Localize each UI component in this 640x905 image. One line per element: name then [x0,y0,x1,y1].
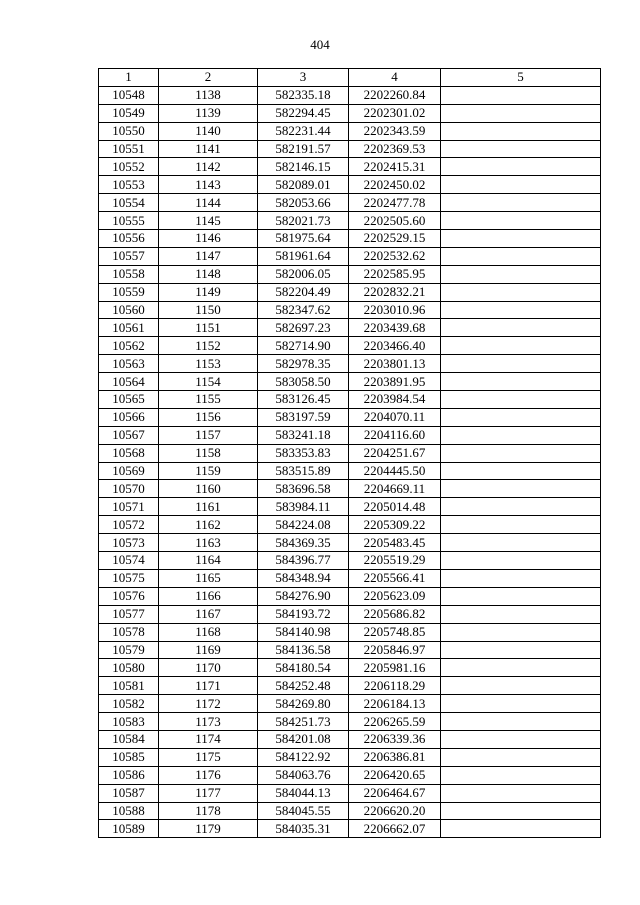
cell-vertex-number: 1161 [159,498,258,516]
cell-note [441,373,601,391]
cell-coordinate-x: 582053.66 [258,194,349,212]
cell-vertex-number: 1143 [159,176,258,194]
cell-coordinate-x: 584252.48 [258,677,349,695]
cell-point-number: 10552 [99,158,159,176]
cell-note [441,677,601,695]
cell-vertex-number: 1164 [159,552,258,570]
cell-coordinate-y: 2203439.68 [349,319,441,337]
cell-coordinate-y: 2206386.81 [349,748,441,766]
cell-note [441,212,601,230]
table-row [99,319,601,337]
table-row [99,605,601,623]
cell-vertex-number: 1155 [159,391,258,409]
cell-point-number: 10550 [99,122,159,140]
cell-vertex-number: 1142 [159,158,258,176]
cell-point-number: 10549 [99,104,159,122]
cell-point-number: 10568 [99,444,159,462]
cell-point-number: 10581 [99,677,159,695]
cell-vertex-number: 1171 [159,677,258,695]
cell-coordinate-x: 584276.90 [258,587,349,605]
table-row [99,140,601,158]
cell-coordinate-x: 583197.59 [258,408,349,426]
table-row [99,86,601,104]
table-row [99,498,601,516]
cell-vertex-number: 1167 [159,605,258,623]
table-row [99,176,601,194]
table-row [99,408,601,426]
cell-coordinate-x: 582294.45 [258,104,349,122]
cell-point-number: 10566 [99,408,159,426]
cell-coordinate-y: 2203891.95 [349,373,441,391]
cell-coordinate-y: 2206464.67 [349,784,441,802]
cell-coordinate-x: 582146.15 [258,158,349,176]
cell-coordinate-y: 2202369.53 [349,140,441,158]
cell-coordinate-y: 2202450.02 [349,176,441,194]
cell-coordinate-y: 2204116.60 [349,426,441,444]
cell-coordinate-y: 2205309.22 [349,516,441,534]
cell-point-number: 10554 [99,194,159,212]
cell-coordinate-x: 582204.49 [258,283,349,301]
cell-vertex-number: 1163 [159,534,258,552]
column-header-5: 5 [441,69,601,87]
cell-coordinate-x: 584063.76 [258,766,349,784]
cell-point-number: 10588 [99,802,159,820]
cell-coordinate-y: 2205566.41 [349,569,441,587]
cell-note [441,408,601,426]
cell-coordinate-x: 582231.44 [258,122,349,140]
cell-vertex-number: 1150 [159,301,258,319]
cell-vertex-number: 1178 [159,802,258,820]
cell-coordinate-y: 2202585.95 [349,265,441,283]
cell-coordinate-x: 583126.45 [258,391,349,409]
cell-coordinate-y: 2204445.50 [349,462,441,480]
cell-note [441,462,601,480]
cell-coordinate-y: 2206184.13 [349,695,441,713]
cell-vertex-number: 1141 [159,140,258,158]
cell-note [441,158,601,176]
cell-point-number: 10560 [99,301,159,319]
cell-coordinate-y: 2203466.40 [349,337,441,355]
table-row [99,641,601,659]
cell-note [441,552,601,570]
cell-coordinate-y: 2202260.84 [349,86,441,104]
cell-coordinate-y: 2202301.02 [349,104,441,122]
cell-coordinate-x: 582697.23 [258,319,349,337]
cell-coordinate-y: 2205748.85 [349,623,441,641]
cell-point-number: 10562 [99,337,159,355]
cell-note [441,426,601,444]
table-row [99,713,601,731]
cell-vertex-number: 1175 [159,748,258,766]
cell-coordinate-y: 2206620.20 [349,802,441,820]
cell-note [441,534,601,552]
cell-coordinate-x: 583353.83 [258,444,349,462]
table-row [99,265,601,283]
cell-coordinate-x: 582089.01 [258,176,349,194]
cell-coordinate-x: 582006.05 [258,265,349,283]
cell-vertex-number: 1179 [159,820,258,838]
cell-coordinate-y: 2205846.97 [349,641,441,659]
cell-vertex-number: 1159 [159,462,258,480]
table-row [99,748,601,766]
cell-note [441,86,601,104]
table-row [99,516,601,534]
cell-point-number: 10579 [99,641,159,659]
table-row [99,247,601,265]
table-row [99,230,601,248]
cell-point-number: 10569 [99,462,159,480]
cell-coordinate-y: 2202415.31 [349,158,441,176]
cell-note [441,498,601,516]
cell-vertex-number: 1174 [159,730,258,748]
cell-note [441,480,601,498]
cell-note [441,802,601,820]
column-header-3: 3 [258,69,349,87]
cell-coordinate-y: 2206420.65 [349,766,441,784]
cell-coordinate-y: 2202477.78 [349,194,441,212]
cell-point-number: 10587 [99,784,159,802]
cell-vertex-number: 1153 [159,355,258,373]
cell-note [441,176,601,194]
cell-point-number: 10570 [99,480,159,498]
cell-coordinate-x: 582347.62 [258,301,349,319]
table-row [99,122,601,140]
cell-vertex-number: 1138 [159,86,258,104]
cell-vertex-number: 1152 [159,337,258,355]
cell-note [441,695,601,713]
cell-coordinate-y: 2204251.67 [349,444,441,462]
cell-coordinate-x: 582714.90 [258,337,349,355]
cell-point-number: 10586 [99,766,159,784]
cell-point-number: 10584 [99,730,159,748]
cell-coordinate-x: 582191.57 [258,140,349,158]
cell-vertex-number: 1158 [159,444,258,462]
cell-coordinate-y: 2203801.13 [349,355,441,373]
column-header-2: 2 [159,69,258,87]
table-row [99,426,601,444]
table-body [99,86,601,837]
cell-point-number: 10574 [99,552,159,570]
cell-coordinate-x: 584044.13 [258,784,349,802]
cell-coordinate-x: 584193.72 [258,605,349,623]
table-row [99,730,601,748]
cell-coordinate-y: 2202832.21 [349,283,441,301]
cell-vertex-number: 1172 [159,695,258,713]
table-row [99,158,601,176]
cell-vertex-number: 1162 [159,516,258,534]
cell-point-number: 10564 [99,373,159,391]
cell-point-number: 10573 [99,534,159,552]
cell-note [441,194,601,212]
table-row [99,194,601,212]
table-row [99,373,601,391]
cell-coordinate-y: 2202505.60 [349,212,441,230]
cell-vertex-number: 1166 [159,587,258,605]
cell-coordinate-y: 2205623.09 [349,587,441,605]
cell-note [441,355,601,373]
cell-note [441,122,601,140]
cell-note [441,605,601,623]
cell-point-number: 10563 [99,355,159,373]
column-header-1: 1 [99,69,159,87]
cell-coordinate-x: 584224.08 [258,516,349,534]
cell-vertex-number: 1151 [159,319,258,337]
cell-coordinate-x: 584136.58 [258,641,349,659]
cell-coordinate-x: 584035.31 [258,820,349,838]
cell-coordinate-x: 583058.50 [258,373,349,391]
table-row [99,820,601,838]
cell-coordinate-x: 581961.64 [258,247,349,265]
table-row [99,552,601,570]
cell-note [441,820,601,838]
cell-coordinate-y: 2206118.29 [349,677,441,695]
cell-note [441,140,601,158]
table-row [99,301,601,319]
table-row [99,695,601,713]
cell-vertex-number: 1176 [159,766,258,784]
cell-note [441,230,601,248]
table-row [99,784,601,802]
cell-point-number: 10551 [99,140,159,158]
cell-note [441,748,601,766]
page-number: 404 [310,37,330,52]
cell-note [441,265,601,283]
cell-coordinate-x: 583241.18 [258,426,349,444]
cell-note [441,730,601,748]
cell-coordinate-y: 2204070.11 [349,408,441,426]
cell-vertex-number: 1177 [159,784,258,802]
coordinates-table [98,68,601,838]
cell-coordinate-x: 583984.11 [258,498,349,516]
cell-coordinate-y: 2205519.29 [349,552,441,570]
cell-vertex-number: 1144 [159,194,258,212]
cell-note [441,713,601,731]
table-row [99,355,601,373]
table-row [99,623,601,641]
cell-note [441,569,601,587]
cell-point-number: 10567 [99,426,159,444]
cell-note [441,444,601,462]
cell-coordinate-y: 2203984.54 [349,391,441,409]
cell-note [441,641,601,659]
cell-coordinate-y: 2206662.07 [349,820,441,838]
cell-note [441,337,601,355]
table-row [99,569,601,587]
cell-coordinate-x: 582978.35 [258,355,349,373]
cell-coordinate-y: 2202343.59 [349,122,441,140]
table-row [99,104,601,122]
cell-coordinate-y: 2205981.16 [349,659,441,677]
cell-coordinate-x: 583696.58 [258,480,349,498]
cell-note [441,766,601,784]
cell-coordinate-y: 2202532.62 [349,247,441,265]
table-row [99,766,601,784]
cell-coordinate-y: 2204669.11 [349,480,441,498]
cell-point-number: 10559 [99,283,159,301]
cell-coordinate-x: 584201.08 [258,730,349,748]
cell-point-number: 10565 [99,391,159,409]
cell-vertex-number: 1168 [159,623,258,641]
cell-note [441,391,601,409]
table-row [99,462,601,480]
cell-coordinate-y: 2205483.45 [349,534,441,552]
table-row [99,337,601,355]
cell-vertex-number: 1170 [159,659,258,677]
cell-note [441,301,601,319]
table-row [99,283,601,301]
cell-note [441,623,601,641]
table-row [99,659,601,677]
cell-vertex-number: 1145 [159,212,258,230]
cell-coordinate-x: 584122.92 [258,748,349,766]
cell-coordinate-y: 2202529.15 [349,230,441,248]
cell-note [441,104,601,122]
table-row [99,212,601,230]
cell-point-number: 10580 [99,659,159,677]
cell-vertex-number: 1148 [159,265,258,283]
cell-point-number: 10557 [99,247,159,265]
cell-point-number: 10578 [99,623,159,641]
cell-note [441,784,601,802]
cell-coordinate-x: 584045.55 [258,802,349,820]
cell-vertex-number: 1149 [159,283,258,301]
cell-coordinate-x: 584348.94 [258,569,349,587]
header-row [99,69,601,87]
cell-coordinate-y: 2205686.82 [349,605,441,623]
cell-point-number: 10561 [99,319,159,337]
cell-coordinate-x: 584180.54 [258,659,349,677]
cell-note [441,247,601,265]
cell-vertex-number: 1156 [159,408,258,426]
cell-vertex-number: 1147 [159,247,258,265]
cell-coordinate-y: 2205014.48 [349,498,441,516]
cell-vertex-number: 1139 [159,104,258,122]
cell-vertex-number: 1165 [159,569,258,587]
cell-point-number: 10555 [99,212,159,230]
cell-coordinate-x: 583515.89 [258,462,349,480]
table-row [99,677,601,695]
cell-coordinate-y: 2206339.36 [349,730,441,748]
table-row [99,534,601,552]
cell-note [441,587,601,605]
column-header-4: 4 [349,69,441,87]
cell-coordinate-x: 584269.80 [258,695,349,713]
cell-vertex-number: 1160 [159,480,258,498]
cell-coordinate-y: 2206265.59 [349,713,441,731]
cell-point-number: 10577 [99,605,159,623]
cell-point-number: 10572 [99,516,159,534]
cell-note [441,319,601,337]
cell-coordinate-x: 582021.73 [258,212,349,230]
cell-point-number: 10548 [99,86,159,104]
cell-vertex-number: 1140 [159,122,258,140]
table-row [99,587,601,605]
cell-point-number: 10553 [99,176,159,194]
cell-note [441,283,601,301]
table-row [99,802,601,820]
cell-vertex-number: 1173 [159,713,258,731]
cell-coordinate-y: 2203010.96 [349,301,441,319]
cell-point-number: 10585 [99,748,159,766]
cell-vertex-number: 1146 [159,230,258,248]
cell-coordinate-x: 584396.77 [258,552,349,570]
cell-point-number: 10571 [99,498,159,516]
cell-note [441,516,601,534]
cell-point-number: 10582 [99,695,159,713]
table-row [99,444,601,462]
table-row [99,391,601,409]
cell-point-number: 10583 [99,713,159,731]
cell-coordinate-x: 584369.35 [258,534,349,552]
cell-coordinate-x: 582335.18 [258,86,349,104]
cell-point-number: 10589 [99,820,159,838]
table-header [99,69,601,87]
cell-coordinate-x: 581975.64 [258,230,349,248]
cell-point-number: 10576 [99,587,159,605]
cell-note [441,659,601,677]
cell-point-number: 10556 [99,230,159,248]
cell-vertex-number: 1169 [159,641,258,659]
table-row [99,480,601,498]
cell-coordinate-x: 584140.98 [258,623,349,641]
cell-point-number: 10575 [99,569,159,587]
cell-vertex-number: 1157 [159,426,258,444]
cell-coordinate-x: 584251.73 [258,713,349,731]
cell-point-number: 10558 [99,265,159,283]
cell-vertex-number: 1154 [159,373,258,391]
